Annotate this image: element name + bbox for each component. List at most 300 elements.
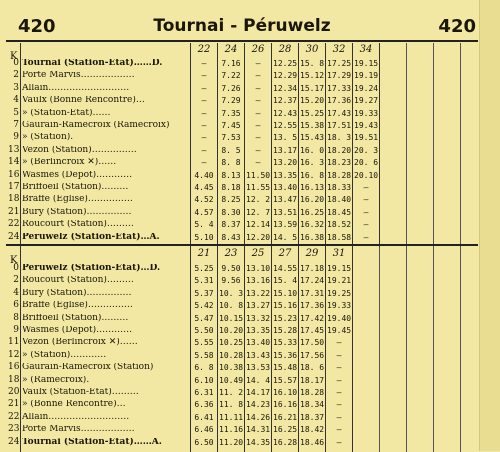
km-value: 9: [13, 325, 19, 335]
departure-time: 15.16: [273, 301, 298, 311]
departure-time: 15.25: [300, 108, 325, 118]
departure-time: —: [201, 158, 207, 168]
adjacent-page-edge: [479, 0, 500, 451]
departure-time: —: [255, 133, 261, 143]
departure-time: 13. 5: [273, 133, 298, 143]
station-label: » (Berlincroix ✕)……: [22, 158, 117, 168]
departure-time: 12.34: [273, 83, 298, 93]
km-value: 14: [8, 157, 20, 168]
table-row: [6, 171, 478, 180]
table-number-right: 420: [438, 16, 476, 37]
section-rule: [6, 244, 478, 246]
departure-time: 14.55: [273, 264, 298, 273]
station-label: Tournai (Station-Etat)……D.: [22, 59, 163, 68]
departure-time: 17.24: [300, 276, 325, 286]
station-name: [22, 376, 187, 385]
table-row: [6, 109, 478, 118]
departure-time: 17.45: [300, 326, 325, 335]
station-label: Wasmes (Dépôt)…………: [22, 170, 133, 180]
departure-time: 6.36: [194, 400, 214, 410]
departure-time: 13.27: [246, 301, 271, 311]
departure-time: 17.33: [327, 83, 352, 93]
table-row: [6, 388, 478, 397]
km-label: K: [10, 51, 18, 62]
departure-time: —: [336, 375, 342, 385]
departure-time: —: [336, 338, 342, 348]
empty-column-rule: [406, 43, 407, 247]
departure-time: 10.15: [219, 313, 244, 323]
table-row: [6, 425, 478, 434]
departure-time: —: [255, 158, 261, 168]
departure-time: 6.46: [194, 425, 214, 435]
station-label: Briffoeil (Station)………: [22, 183, 129, 192]
station-name: [22, 338, 187, 347]
table-row: [6, 84, 478, 93]
km-value: 23: [8, 424, 20, 435]
departure-time: 18. 6: [300, 363, 325, 373]
departure-time: 17.42: [300, 313, 325, 323]
departure-time: 9.56: [221, 276, 241, 286]
train-number: 23: [224, 248, 238, 259]
departure-time: 20. 6: [354, 158, 379, 168]
departure-time: 11.50: [246, 170, 271, 180]
km-value: 7: [13, 120, 19, 130]
station-label: » (Bonne Rencontre)…: [22, 400, 126, 410]
departure-time: —: [201, 108, 207, 118]
station-label: Vezon (Station)……………: [22, 145, 137, 155]
empty-column-rule: [379, 247, 380, 452]
km-value: 18: [8, 374, 20, 385]
departure-time: 16.38: [300, 232, 325, 242]
station-label: » (Station-Etat)……: [22, 108, 111, 118]
departure-time: 5.31: [194, 276, 214, 286]
departure-time: 16.13: [300, 183, 325, 192]
departure-time: 14.23: [246, 400, 271, 410]
km-value: 22: [8, 411, 20, 422]
table-row: [6, 264, 478, 273]
departure-time: —: [336, 400, 342, 410]
departure-time: 15.43: [300, 133, 325, 143]
empty-column-rule: [433, 43, 434, 247]
table-row: [6, 220, 478, 229]
table-row: [6, 413, 478, 422]
timetable-outbound: [6, 43, 478, 241]
column-rule: [244, 43, 245, 247]
km-value: 2: [13, 275, 19, 286]
departure-time: —: [336, 350, 342, 360]
timetable-return: [6, 247, 478, 446]
departure-time: 18.20: [327, 145, 352, 155]
station-name: [22, 301, 187, 310]
departure-time: 12.14: [246, 220, 271, 230]
departure-time: 18.58: [327, 232, 352, 242]
departure-time: 13.22: [246, 288, 271, 298]
departure-time: 6.41: [194, 412, 214, 422]
departure-time: 17.56: [300, 350, 325, 360]
km-value: 0: [13, 263, 19, 273]
departure-time: 19.40: [327, 313, 352, 323]
departure-time: 17.29: [327, 71, 352, 81]
column-rule: [244, 247, 245, 452]
station-name: [22, 425, 187, 434]
station-label: Wasmes (Dépôt)…………: [22, 326, 133, 335]
departure-time: 6.10: [194, 375, 214, 385]
departure-time: 19.19: [354, 71, 379, 81]
table-row: [6, 289, 478, 298]
departure-time: —: [201, 71, 207, 81]
departure-time: 19.21: [327, 276, 352, 286]
departure-time: 14. 4: [246, 375, 271, 385]
departure-time: —: [336, 437, 342, 447]
km-column-rule: [20, 247, 21, 452]
departure-time: 15.20: [300, 96, 325, 106]
departure-time: 7.53: [221, 133, 241, 143]
departure-time: 20. 3: [354, 145, 379, 155]
departure-time: —: [201, 133, 207, 143]
station-label: Péruwelz (Station-Etat)…D.: [22, 264, 161, 273]
departure-time: 13.51: [273, 207, 298, 217]
departure-time: 19.33: [354, 108, 379, 118]
table-number-left: 420: [18, 16, 56, 37]
station-label: Bury (Station)……………: [22, 288, 132, 298]
column-rule: [271, 43, 272, 247]
train-number: 24: [224, 44, 238, 55]
station-label: Vezon (Berlincroix ✕)……: [22, 338, 138, 348]
departure-time: 19.15: [327, 264, 352, 273]
departure-time: —: [336, 412, 342, 422]
departure-time: 8. 8: [221, 158, 241, 168]
km-value: 12: [8, 349, 20, 360]
departure-time: 16.21: [273, 412, 298, 422]
km-value: 13: [8, 144, 20, 155]
departure-time: 4.45: [194, 183, 214, 192]
departure-time: 8.43: [221, 232, 241, 242]
departure-time: 12. 7: [246, 207, 271, 217]
departure-time: 18. 3: [327, 133, 352, 143]
departure-time: 5.37: [194, 288, 214, 298]
departure-time: 10.25: [219, 338, 244, 348]
station-name: [22, 276, 187, 285]
empty-column-rule: [433, 247, 434, 452]
departure-time: 15.17: [300, 83, 325, 93]
departure-time: 7.35: [221, 108, 241, 118]
column-rule: [352, 247, 353, 452]
departure-time: 7.45: [221, 121, 241, 130]
km-value: 16: [8, 362, 20, 373]
empty-column-rule: [460, 43, 461, 247]
departure-time: 4.57: [194, 207, 214, 217]
station-label: Briffoeil (Station)………: [22, 313, 129, 323]
train-number: 27: [278, 248, 292, 259]
km-value: 0: [13, 58, 19, 68]
departure-time: —: [363, 207, 369, 217]
departure-time: 13.35: [246, 326, 271, 335]
departure-time: 15. 4: [273, 276, 298, 286]
departure-time: 15.57: [273, 375, 298, 385]
km-value: 8: [13, 312, 19, 323]
departure-time: 6. 8: [194, 363, 214, 373]
km-value: 24: [8, 231, 20, 242]
departure-time: 13.53: [246, 363, 271, 373]
departure-time: 18.45: [327, 207, 352, 217]
km-value: 16: [8, 169, 20, 180]
station-name: [22, 400, 187, 409]
departure-time: 5.10: [194, 232, 214, 242]
page-header: [6, 10, 478, 40]
km-column-rule: [20, 43, 21, 247]
station-label: Vaulx (Bonne Rencontre)…: [22, 96, 145, 106]
departure-time: —: [363, 220, 369, 230]
departure-time: 15. 8: [300, 59, 325, 68]
departure-time: 18.34: [300, 400, 325, 410]
departure-time: 5. 4: [194, 220, 214, 230]
departure-time: 12.43: [273, 108, 298, 118]
departure-time: 18.46: [300, 437, 325, 447]
station-name: [22, 220, 187, 229]
departure-time: 20.10: [354, 170, 379, 180]
table-row: [6, 195, 478, 204]
departure-time: 12.55: [273, 121, 298, 130]
station-name: [22, 413, 187, 422]
departure-time: 17.43: [327, 108, 352, 118]
station-name: [22, 233, 187, 242]
station-label: Vaulx (Station-Etat)………: [22, 388, 139, 397]
departure-time: 12.37: [273, 96, 298, 106]
departure-time: —: [336, 388, 342, 397]
train-number: 29: [305, 248, 319, 259]
departure-time: 19.15: [354, 59, 379, 68]
departure-time: 13.16: [246, 276, 271, 286]
departure-time: 9.50: [221, 264, 241, 273]
departure-time: 16.28: [273, 437, 298, 447]
departure-time: 8.37: [221, 220, 241, 230]
empty-column-rule: [460, 247, 461, 452]
departure-time: 10.28: [219, 350, 244, 360]
departure-time: 19.27: [354, 96, 379, 106]
train-number: 32: [332, 44, 346, 55]
departure-time: 18.37: [300, 412, 325, 422]
km-value: 5: [13, 107, 19, 118]
departure-time: 15.28: [273, 326, 298, 335]
station-label: » (Station).: [22, 133, 74, 143]
departure-time: 15.23: [273, 313, 298, 323]
departure-time: 17.31: [300, 288, 325, 298]
departure-time: 18.33: [327, 183, 352, 192]
km-value: 3: [13, 82, 19, 93]
departure-time: 15.12: [300, 71, 325, 81]
departure-time: —: [201, 145, 207, 155]
route-title: Tournai - Péruwelz: [153, 16, 331, 36]
departure-time: 15.33: [273, 338, 298, 348]
departure-time: 10.20: [219, 326, 244, 335]
train-number-row: [6, 43, 478, 62]
column-rule: [190, 247, 191, 452]
departure-time: —: [201, 83, 207, 93]
departure-time: —: [336, 425, 342, 435]
departure-time: —: [201, 59, 207, 68]
column-rule: [217, 247, 218, 452]
departure-time: 13.32: [246, 313, 271, 323]
departure-time: 7.29: [221, 96, 241, 106]
table-row: [6, 233, 478, 242]
departure-time: 11.55: [246, 183, 271, 192]
km-value: 4: [13, 95, 19, 106]
departure-time: —: [336, 363, 342, 373]
departure-time: 5.42: [194, 301, 214, 311]
departure-time: 19.33: [327, 301, 352, 311]
departure-time: 17.36: [327, 96, 352, 106]
station-name: [22, 289, 187, 298]
km-value: 6: [13, 300, 19, 311]
departure-time: —: [363, 232, 369, 242]
station-label: Porte Marvis………………: [22, 425, 135, 435]
station-label: Allain………………………: [22, 412, 130, 422]
departure-time: 19.51: [354, 133, 379, 143]
departure-time: 13.40: [246, 338, 271, 348]
departure-time: 4.40: [194, 170, 214, 180]
departure-time: 5.25: [194, 264, 214, 273]
departure-time: 18.23: [327, 158, 352, 168]
departure-time: 10.49: [219, 375, 244, 385]
departure-time: 11. 8: [219, 400, 244, 410]
departure-time: 18.40: [327, 195, 352, 205]
departure-time: 14.17: [246, 388, 271, 397]
train-number: 34: [359, 44, 373, 55]
departure-time: 13.10: [246, 264, 271, 273]
departure-time: 5.50: [194, 326, 214, 335]
table-row: [6, 376, 478, 385]
station-label: Péruwelz (Station-Etat)…A.: [22, 232, 160, 242]
departure-time: —: [363, 195, 369, 205]
departure-time: 16. 8: [300, 170, 325, 180]
station-name: [22, 264, 187, 273]
departure-time: 16.25: [273, 425, 298, 435]
km-value: 9: [13, 132, 19, 143]
station-name: [22, 363, 187, 372]
station-label: Gaurain-Ramecroix (Ramecroix): [22, 121, 170, 130]
departure-time: 7.22: [221, 71, 241, 81]
station-label: Braffe (Eglise)……………: [22, 195, 133, 205]
column-rule: [190, 43, 191, 247]
km-value: 22: [8, 219, 20, 230]
column-rule: [217, 43, 218, 247]
station-name: [22, 195, 187, 204]
departure-time: 13.20: [273, 158, 298, 168]
departure-time: 17.51: [327, 121, 352, 130]
table-row: [6, 208, 478, 217]
departure-time: 17.50: [300, 338, 325, 348]
column-rule: [352, 43, 353, 247]
departure-time: 11.20: [219, 437, 244, 447]
departure-time: 17.36: [300, 301, 325, 311]
table-row: [6, 59, 478, 68]
station-name: [22, 388, 187, 397]
departure-time: 7.26: [221, 83, 241, 93]
station-name: [22, 59, 187, 68]
departure-time: —: [255, 121, 261, 130]
station-name: [22, 351, 187, 360]
station-name: [22, 158, 187, 167]
departure-time: 15.10: [273, 288, 298, 298]
station-label: » (Station)…………: [22, 350, 107, 360]
departure-time: 13.47: [273, 195, 298, 205]
table-row: [6, 400, 478, 409]
departure-time: 18.28: [327, 170, 352, 180]
table-row: [6, 301, 478, 310]
departure-time: 13.59: [273, 220, 298, 230]
departure-time: —: [363, 183, 369, 192]
departure-time: 10.38: [219, 363, 244, 373]
station-name: [22, 71, 187, 80]
station-name: [22, 208, 187, 217]
train-number-row: [6, 247, 478, 266]
station-label: Gaurain-Ramecroix (Station): [22, 363, 154, 373]
departure-time: 14.31: [246, 425, 271, 435]
column-rule: [325, 247, 326, 452]
table-row: [6, 314, 478, 323]
station-name: [22, 183, 187, 192]
km-value: 4: [13, 287, 19, 298]
km-value: 21: [8, 399, 20, 410]
station-label: » (Ramecroix).: [22, 375, 90, 385]
column-rule: [298, 247, 299, 452]
departure-time: 15.48: [273, 363, 298, 373]
column-rule: [379, 43, 380, 247]
departure-time: 10. 3: [219, 288, 244, 298]
table-row: [6, 96, 478, 105]
departure-time: 6.50: [194, 437, 214, 447]
departure-time: 15.36: [273, 350, 298, 360]
departure-time: —: [255, 108, 261, 118]
table-row: [6, 326, 478, 335]
departure-time: —: [255, 83, 261, 93]
departure-time: 12.20: [246, 232, 271, 242]
departure-time: 8.13: [221, 170, 241, 180]
departure-time: 16.16: [273, 400, 298, 410]
table-row: [6, 438, 478, 447]
departure-time: 19.24: [354, 83, 379, 93]
table-row: [6, 133, 478, 142]
train-number: 31: [332, 248, 346, 259]
station-label: Roucourt (Station)………: [22, 276, 134, 286]
station-name: [22, 171, 187, 180]
departure-time: 16.32: [300, 220, 325, 230]
departure-time: 12.29: [273, 71, 298, 81]
departure-time: 14.26: [246, 412, 271, 422]
column-rule: [298, 43, 299, 247]
departure-time: 13.35: [273, 170, 298, 180]
departure-time: 15.38: [300, 121, 325, 130]
timetable-page: [6, 10, 478, 446]
station-name: [22, 146, 187, 155]
departure-time: 16. 0: [300, 145, 325, 155]
departure-time: 19.45: [327, 326, 352, 335]
column-rule: [325, 43, 326, 247]
departure-time: 18.28: [300, 388, 325, 397]
km-value: 21: [8, 206, 20, 217]
km-value: 2: [13, 70, 19, 81]
departure-time: —: [255, 96, 261, 106]
station-name: [22, 109, 187, 118]
departure-time: 17.25: [327, 59, 352, 68]
departure-time: 18.42: [300, 425, 325, 435]
departure-time: 7.16: [221, 59, 241, 68]
departure-time: 13.40: [273, 183, 298, 192]
departure-time: 18.52: [327, 220, 352, 230]
departure-time: 11.11: [219, 412, 244, 422]
table-row: [6, 121, 478, 130]
km-value: 17: [8, 182, 20, 192]
